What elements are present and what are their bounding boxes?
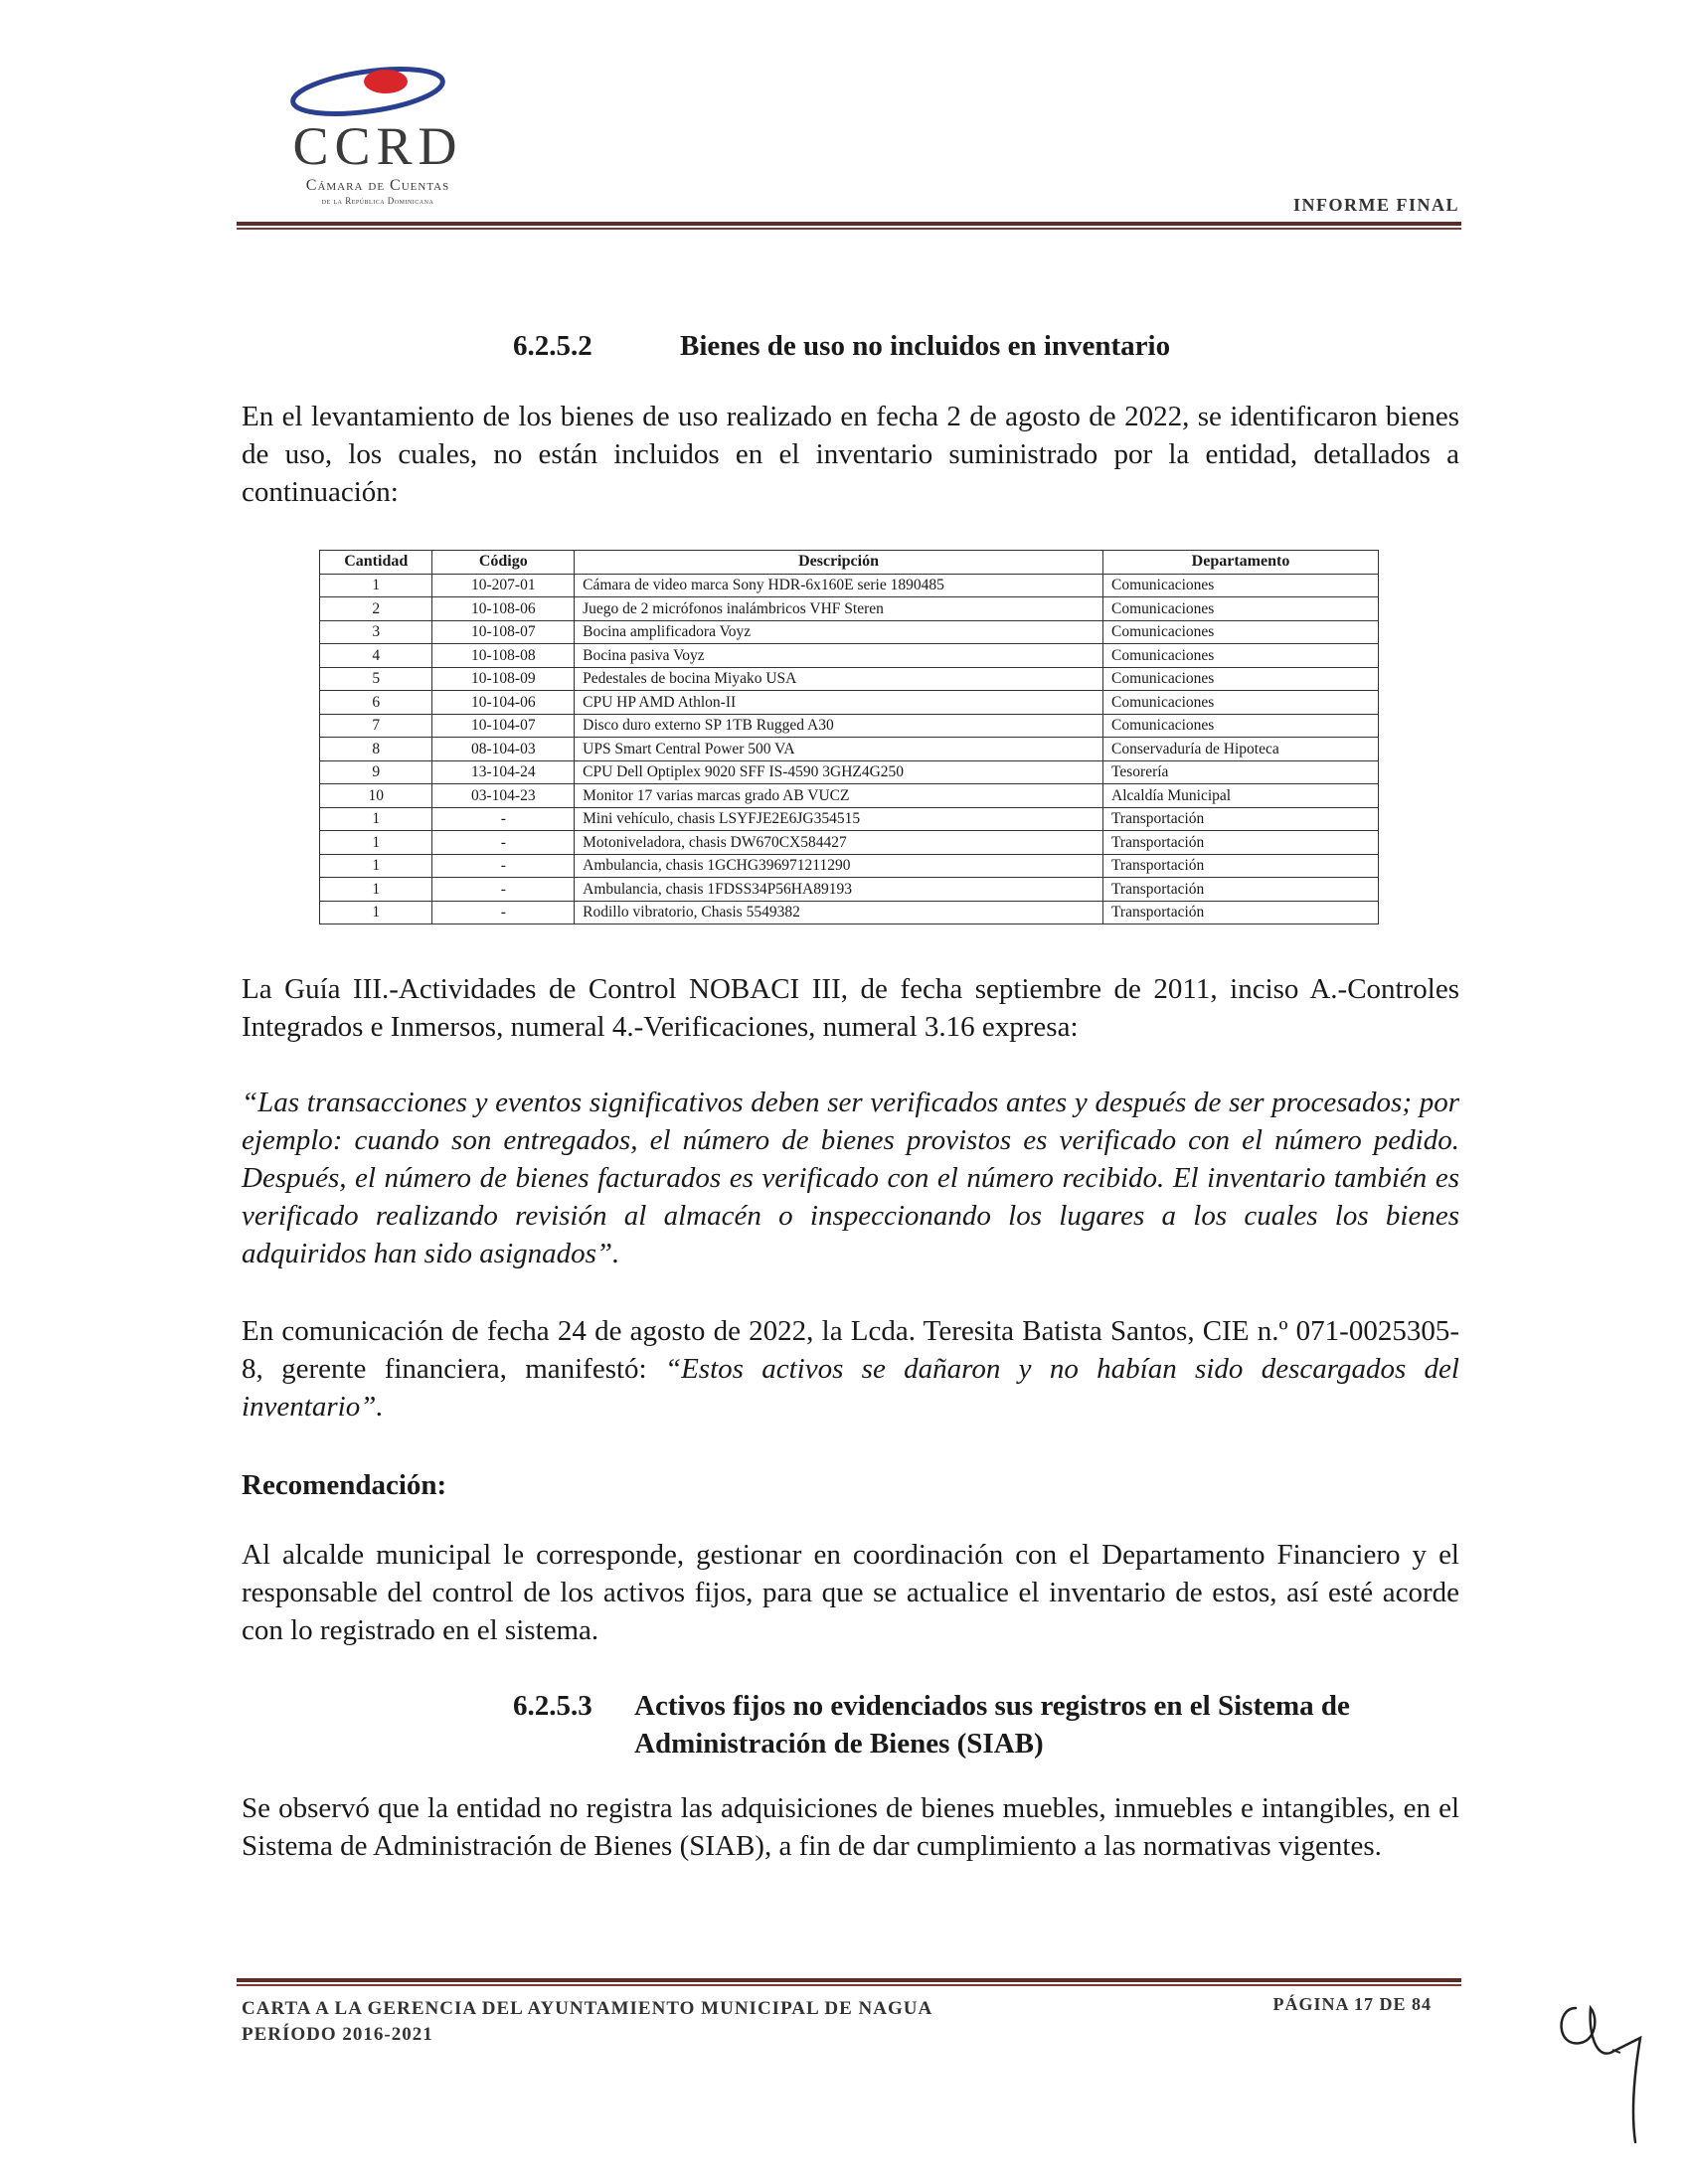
- cell-quantity: 8: [320, 738, 432, 761]
- table-row: [320, 597, 1379, 621]
- cell-quantity: 1: [320, 807, 432, 831]
- logo-text: CCRD: [292, 116, 463, 176]
- table-row: [320, 644, 1379, 668]
- header-department: Departamento: [1103, 551, 1379, 575]
- cell-description: Pedestales de bocina Miyako USA: [575, 667, 1103, 691]
- section-number-2: 6.2.5.3: [513, 1690, 592, 1722]
- header-description: Descripción: [575, 551, 1103, 575]
- section-title: Bienes de uso no incluidos en inventario: [680, 330, 1171, 362]
- cell-description: Ambulancia, chasis 1GCHG396971211290: [575, 854, 1103, 878]
- cell-department: Transportación: [1103, 901, 1379, 924]
- table-row: [320, 714, 1379, 738]
- cell-description: CPU HP AMD Athlon-II: [575, 691, 1103, 715]
- cell-quantity: 9: [320, 760, 432, 784]
- cell-quantity: 1: [320, 831, 432, 855]
- cell-department: Comunicaciones: [1103, 644, 1379, 668]
- report-label: INFORME FINAL: [1293, 195, 1459, 215]
- cell-quantity: 4: [320, 644, 432, 668]
- recommendation-paragraph: Al alcalde municipal le corresponde, gestionar en coordinación con el Departamento Financiero y el responsable del control de los activos fijos, para que se actualice el inventario de estos, así esté acorde con lo registrado en el sistema.: [242, 1539, 1459, 1646]
- cell-quantity: 6: [320, 691, 432, 715]
- table-row: [320, 878, 1379, 902]
- cell-quantity: 3: [320, 620, 432, 644]
- table-row: [320, 667, 1379, 691]
- cell-description: UPS Smart Central Power 500 VA: [575, 738, 1103, 761]
- section-title-2-line1: Activos fijos no evidenciados sus registros en el Sistema de: [634, 1690, 1350, 1722]
- inventory-table: [319, 550, 1379, 924]
- table-row: [320, 807, 1379, 831]
- cell-department: Transportación: [1103, 854, 1379, 878]
- recommendation-label: Recomendación:: [242, 1469, 447, 1501]
- table-row: [320, 901, 1379, 924]
- footer-rule-thin: [237, 1984, 1461, 1986]
- cell-code: 13-104-24: [432, 760, 575, 784]
- cell-quantity: 5: [320, 667, 432, 691]
- communication-paragraph: [242, 1312, 1459, 1426]
- header-rule: [237, 222, 1461, 226]
- cell-department: Conservaduría de Hipoteca: [1103, 738, 1379, 761]
- cell-description: Juego de 2 micrófonos inalámbricos VHF Steren: [575, 597, 1103, 621]
- cell-department: Transportación: [1103, 807, 1379, 831]
- cell-code: 10-108-08: [432, 644, 575, 668]
- cell-department: Comunicaciones: [1103, 714, 1379, 738]
- cell-code: 10-108-09: [432, 667, 575, 691]
- cell-code: 10-108-07: [432, 620, 575, 644]
- cell-department: Transportación: [1103, 878, 1379, 902]
- footer-title: [242, 1996, 932, 2048]
- cell-quantity: 1: [320, 574, 432, 597]
- cell-code: 10-104-06: [432, 691, 575, 715]
- logo-subtitle-1: Cámara de Cuentas: [305, 177, 450, 194]
- cell-description: Disco duro externo SP 1TB Rugged A30: [575, 714, 1103, 738]
- cell-department: Comunicaciones: [1103, 574, 1379, 597]
- cell-quantity: 10: [320, 784, 432, 808]
- cell-quantity: 2: [320, 597, 432, 621]
- cell-description: Monitor 17 varias marcas grado AB VUCZ: [575, 784, 1103, 808]
- cell-department: Alcaldía Municipal: [1103, 784, 1379, 808]
- cell-department: Comunicaciones: [1103, 620, 1379, 644]
- cell-code: -: [432, 807, 575, 831]
- cell-description: Bocina amplificadora Voyz: [575, 620, 1103, 644]
- cell-department: Transportación: [1103, 831, 1379, 855]
- section-number: 6.2.5.2: [513, 330, 592, 362]
- cell-department: Comunicaciones: [1103, 691, 1379, 715]
- footer-line-2: PERÍODO 2016-2021: [242, 2024, 433, 2045]
- header-code: Código: [432, 551, 575, 575]
- cell-description: Motoniveladora, chasis DW670CX584427: [575, 831, 1103, 855]
- table-body: [320, 574, 1379, 924]
- handwritten-initials-icon: [1551, 1978, 1660, 2147]
- guide-paragraph: La Guía III.-Actividades de Control NOBACI III, de fecha septiembre de 2011, inciso A.-Controles Integrados e Inmersos, numeral 4.-Verificaciones, numeral 3.16 expresa:: [242, 973, 1459, 1043]
- cell-code: 03-104-23: [432, 784, 575, 808]
- table-row: [320, 738, 1379, 761]
- section-heading-1: [513, 330, 1308, 370]
- table-header-row: [320, 551, 1379, 575]
- cell-code: -: [432, 831, 575, 855]
- communication-quote: “Estos activos se dañaron y no habían sido descargados del inventario”.: [242, 1353, 1459, 1423]
- footer-rule: [237, 1978, 1461, 1982]
- table-row: [320, 831, 1379, 855]
- cell-description: Mini vehículo, chasis LSYFJE2E6JG354515: [575, 807, 1103, 831]
- table-row: [320, 574, 1379, 597]
- cell-department: Comunicaciones: [1103, 667, 1379, 691]
- cell-department: Tesorería: [1103, 760, 1379, 784]
- section-title-2-line2: Administración de Bienes (SIAB): [634, 1728, 1044, 1760]
- cell-description: Bocina pasiva Voyz: [575, 644, 1103, 668]
- table-row: [320, 760, 1379, 784]
- cell-description: CPU Dell Optiplex 9020 SFF IS-4590 3GHZ4G250: [575, 760, 1103, 784]
- intro-paragraph: En el levantamiento de los bienes de uso realizado en fecha 2 de agosto de 2022, se identificaron bienes de uso, los cuales, no están incluidos en el inventario suministrado por la entidad, detallados a continuación:: [242, 401, 1459, 508]
- cell-description: Ambulancia, chasis 1FDSS34P56HA89193: [575, 878, 1103, 902]
- logo-subtitle-2: de la República Dominicana: [321, 196, 434, 206]
- cell-code: -: [432, 854, 575, 878]
- cell-code: -: [432, 901, 575, 924]
- cell-quantity: 7: [320, 714, 432, 738]
- cell-description: Rodillo vibratorio, Chasis 5549382: [575, 901, 1103, 924]
- cell-quantity: 1: [320, 878, 432, 902]
- cell-code: 10-108-06: [432, 597, 575, 621]
- table-row: [320, 620, 1379, 644]
- header-rule-thin: [237, 228, 1461, 230]
- cell-department: Comunicaciones: [1103, 597, 1379, 621]
- page-number: PÁGINA 17 DE 84: [1272, 1994, 1432, 2014]
- cell-description: Cámara de video marca Sony HDR-6x160E serie 1890485: [575, 574, 1103, 597]
- cell-quantity: 1: [320, 854, 432, 878]
- cell-code: 08-104-03: [432, 738, 575, 761]
- header-quantity: Cantidad: [320, 551, 432, 575]
- communication-text: En comunicación de fecha 24 de agosto de 2022, la Lcda. Teresita Batista Santos, CIE n.º 071-0025305-8, gerente financiera, manifestó:: [242, 1315, 1459, 1385]
- table-row: [320, 784, 1379, 808]
- cell-code: -: [432, 878, 575, 902]
- cell-code: 10-207-01: [432, 574, 575, 597]
- ccrd-logo: [249, 60, 507, 209]
- siab-paragraph: Se observó que la entidad no registra las adquisiciones de bienes muebles, inmuebles e intangibles, en el Sistema de Administración de Bienes (SIAB), a fin de dar cumplimiento a las normativas vigentes.: [242, 1792, 1459, 1862]
- footer-line-1: CARTA A LA GERENCIA DEL AYUNTAMIENTO MUNICIPAL DE NAGUA: [242, 1998, 933, 2019]
- table-row: [320, 691, 1379, 715]
- table-row: [320, 854, 1379, 878]
- section-heading-2: [513, 1690, 1467, 1769]
- quote-paragraph: “Las transacciones y eventos significativos deben ser verificados antes y después de ser procesados; por ejemplo: cuando son entregados, el número de bienes provistos es verificado con el número pedido. Después, el número de bienes facturados es verificado con el número recibido. El inventario también es verificado realizando revisión al almacén o inspeccionando los lugares a los cuales los bienes adquiridos han sido asignados”.: [242, 1087, 1459, 1269]
- cell-code: 10-104-07: [432, 714, 575, 738]
- cell-quantity: 1: [320, 901, 432, 924]
